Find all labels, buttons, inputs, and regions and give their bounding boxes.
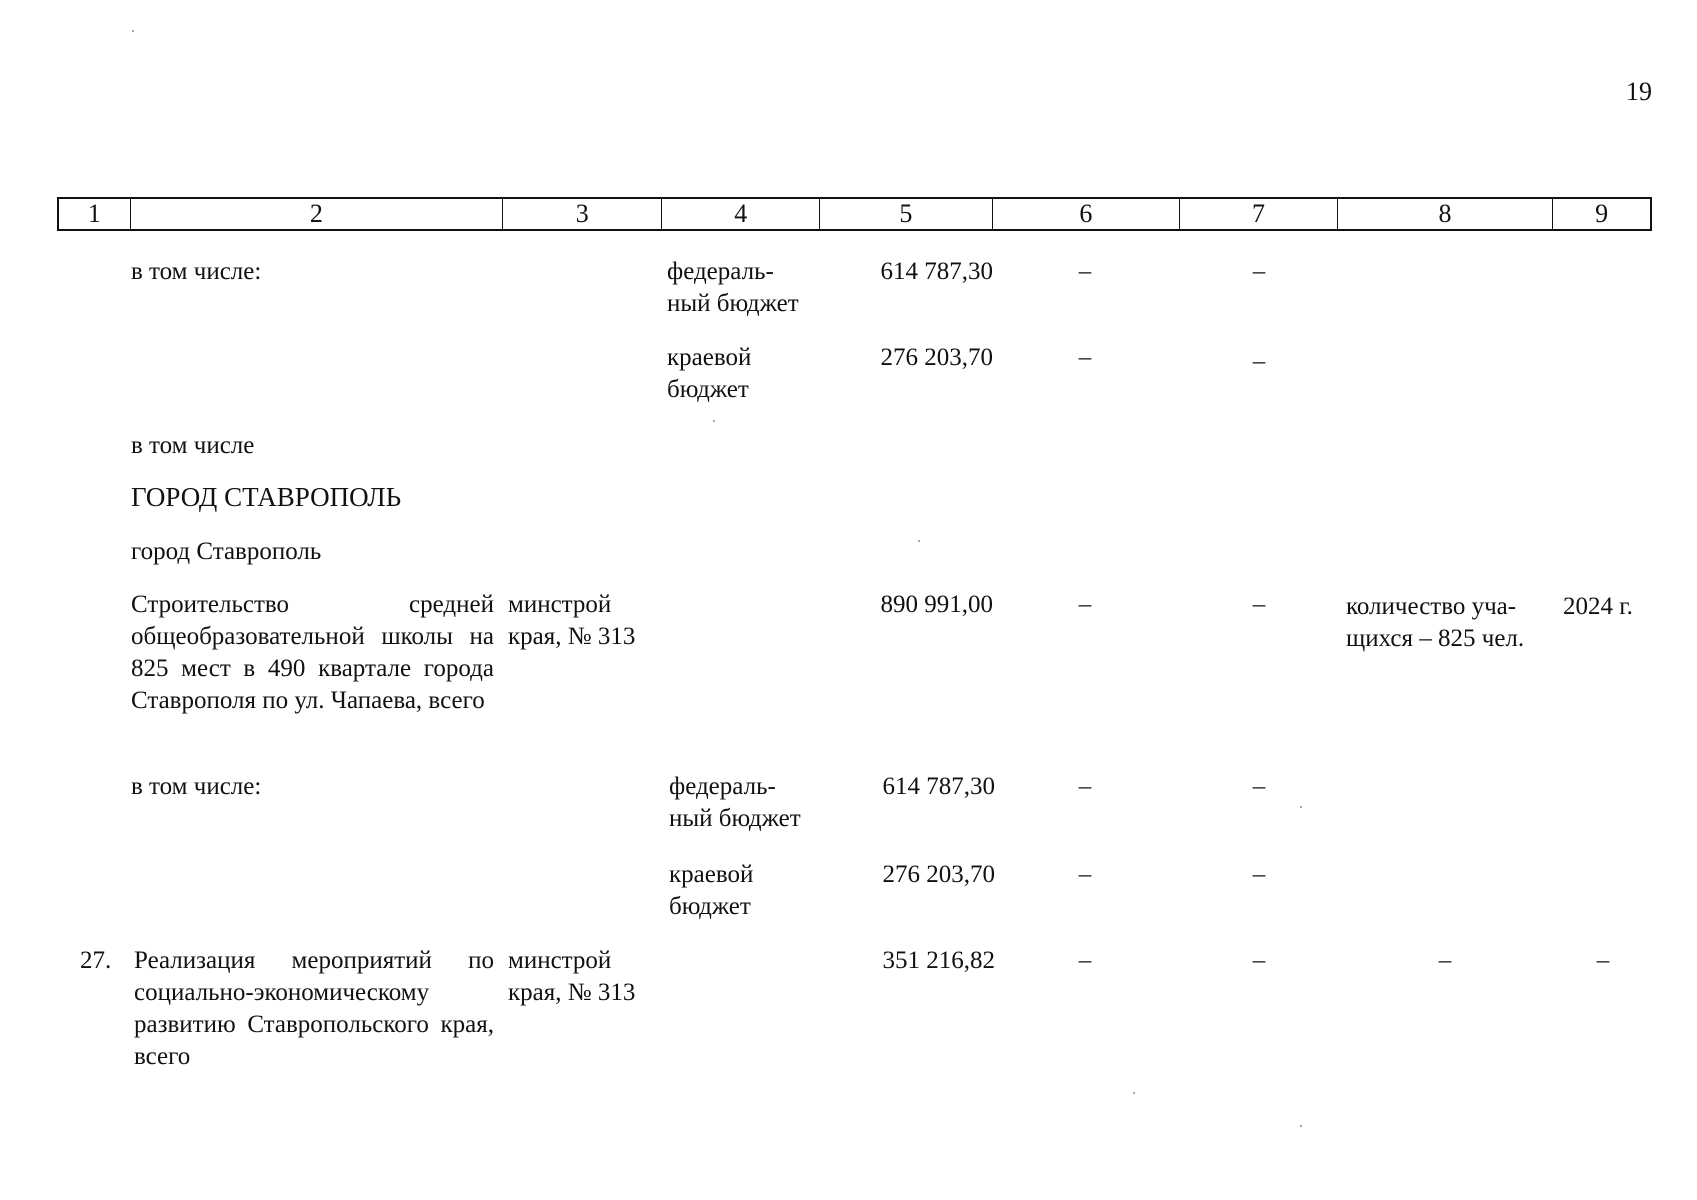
header-col-4: 4	[662, 199, 820, 229]
col7-dash: –	[1252, 947, 1266, 974]
col6-dash: –	[1078, 947, 1092, 974]
project-description: Строительство средней общеобразовательной школы на 825 мест в 490 квартале города Ставрополя по ул. Чапаева, всего	[131, 591, 494, 714]
col6-dash: –	[1078, 344, 1092, 371]
page-number: 19	[1626, 77, 1652, 106]
including-label: в том числе:	[131, 773, 262, 800]
federal-budget-amount: 614 787,30	[880, 258, 993, 285]
regional-budget-label: краевой бюджет	[667, 344, 752, 403]
header-col-3: 3	[503, 199, 663, 229]
federal-budget-label: федераль- ный бюджет	[667, 258, 799, 317]
header-col-5: 5	[820, 199, 993, 229]
project-amount: 890 991,00	[880, 591, 993, 618]
federal-budget-amount: 614 787,30	[882, 773, 995, 800]
header-col-6: 6	[993, 199, 1181, 229]
including-label: в том числе	[131, 432, 255, 459]
project-executor: минстрой края, № 313	[508, 591, 636, 650]
project-year: 2024 г.	[1563, 593, 1633, 620]
project-indicator: количество уча- щихся – 825 чел.	[1346, 593, 1525, 652]
col8-dash: –	[1438, 947, 1452, 974]
regional-budget-label: краевой бюджет	[669, 861, 754, 920]
col6-dash: –	[1078, 258, 1092, 285]
col6-dash: –	[1078, 861, 1092, 888]
regional-budget-amount: 276 203,70	[880, 344, 993, 371]
col9-dash: –	[1596, 947, 1610, 974]
regional-budget-amount: 276 203,70	[882, 861, 995, 888]
col7-dash: –	[1252, 258, 1266, 285]
row-number: 27.	[80, 947, 112, 974]
including-label: в том числе:	[131, 258, 262, 285]
col7-dash: –	[1252, 348, 1266, 375]
federal-budget-label: федераль- ный бюджет	[669, 773, 801, 832]
header-col-9: 9	[1595, 199, 1609, 228]
col7-dash: –	[1252, 861, 1266, 888]
city-subheading: город Ставрополь	[131, 538, 322, 565]
item-amount: 351 216,82	[882, 947, 995, 974]
header-col-7: 7	[1180, 199, 1338, 229]
header-col-2: 2	[131, 199, 503, 229]
item-description: Реализация мероприятий по социально-экономическому развитию Ставропольского края, всего	[134, 947, 494, 1070]
item-executor: минстрой края, № 313	[508, 947, 636, 1006]
col6-dash: –	[1078, 591, 1092, 618]
table-header-row	[57, 197, 1652, 231]
header-col-1: 1	[59, 199, 131, 229]
header-col-8: 8	[1338, 199, 1553, 229]
col7-dash: –	[1252, 591, 1266, 618]
col6-dash: –	[1078, 773, 1092, 800]
col7-dash: –	[1252, 773, 1266, 800]
city-heading: ГОРОД СТАВРОПОЛЬ	[131, 482, 402, 512]
